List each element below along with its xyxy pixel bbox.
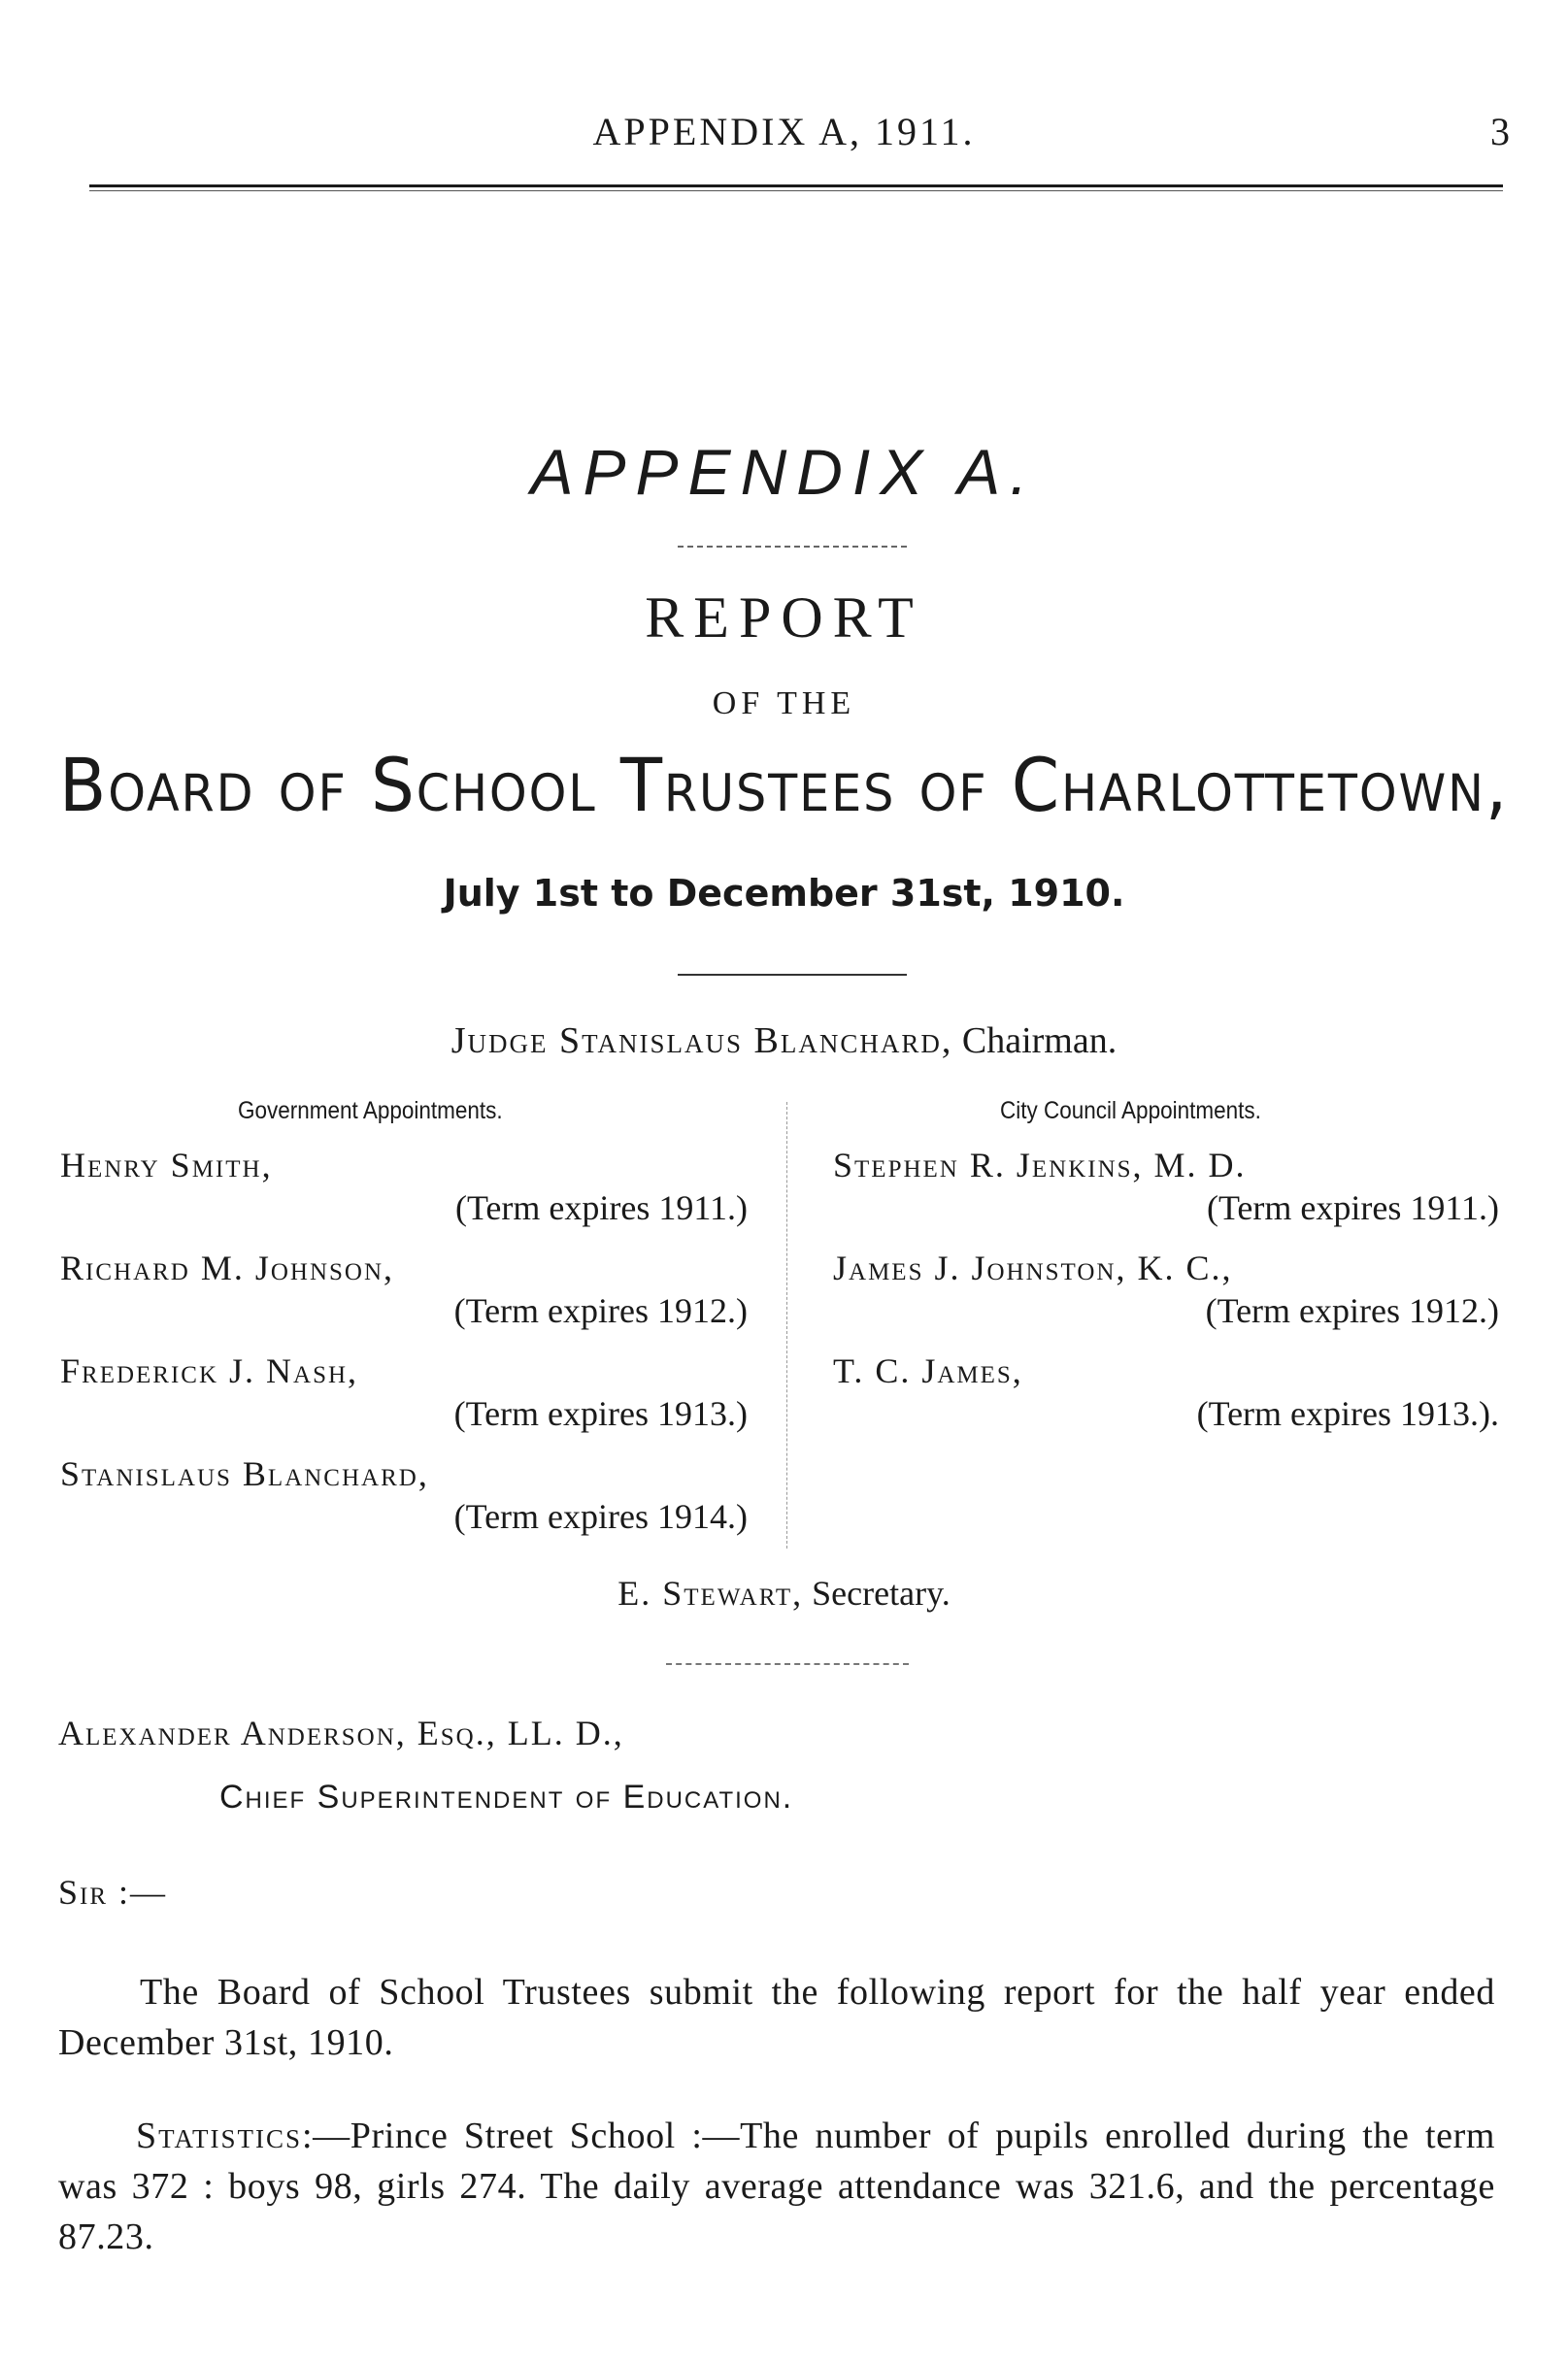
government-member — [60, 1350, 748, 1435]
divider-rule — [666, 1663, 909, 1665]
running-title: APPENDIX A, 1911. — [592, 110, 976, 153]
government-member — [60, 1247, 748, 1332]
member-name: Frederick J. Nash, — [60, 1351, 359, 1390]
secretary-role: Secretary. — [812, 1574, 951, 1613]
government-appointments-heading: Government Appointments. — [238, 1097, 503, 1124]
member-name: Stephen R. Jenkins, M. D. — [833, 1146, 1247, 1184]
member-name: T. C. James, — [833, 1351, 1023, 1390]
member-term: (Term expires 1913.) — [453, 1394, 748, 1433]
city-council-appointments-heading: City Council Appointments. — [1000, 1097, 1261, 1124]
header-rule — [89, 184, 1503, 191]
report-period: July 1st to December 31st, 1910. — [443, 872, 1125, 915]
member-name: Richard M. Johnson, — [60, 1249, 395, 1287]
member-name: James J. Johnston, K. C., — [833, 1249, 1233, 1287]
appendix-heading: APPENDIX A. — [530, 436, 1038, 508]
body-paragraph — [58, 2111, 1495, 2262]
member-name: Stanislaus Blanchard, — [60, 1454, 429, 1493]
member-term: (Term expires 1912.) — [453, 1291, 748, 1330]
secretary-name: E. Stewart, — [617, 1574, 804, 1613]
secretary-line — [0, 1573, 1568, 1614]
board-heading: Board of School Trustees of Charlottetown, — [58, 742, 1510, 828]
government-member — [60, 1452, 748, 1538]
addressee-name: Alexander Anderson, Esq., LL. D., — [58, 1714, 624, 1752]
addressee-title: Chief Superintendent of Education. — [219, 1779, 794, 1816]
city-council-member — [833, 1144, 1499, 1229]
member-term: (Term expires 1911.) — [1206, 1188, 1499, 1227]
member-term: (Term expires 1914.) — [453, 1497, 748, 1536]
statistics-lead: Statistics — [136, 2116, 302, 2156]
member-name: Henry Smith, — [60, 1146, 273, 1184]
city-council-member — [833, 1247, 1499, 1332]
chairman-name: Judge Stanislaus Blanchard, — [450, 1020, 953, 1061]
body-paragraph: The Board of School Trustees submit the following report for the half year ended December 31st, 1910. — [58, 1972, 1495, 2063]
page-number: 3 — [1490, 110, 1510, 153]
divider-rule — [678, 974, 907, 976]
member-term: (Term expires 1912.) — [1205, 1291, 1499, 1330]
statistics-text: :—Prince Street School :—The number of pupils enrolled during the term was 372 : boys 98, girls 274. The daily average attendance was 321.6, and the percentage 87.23. — [58, 2116, 1495, 2257]
salutation: Sir :— — [58, 1873, 168, 1912]
report-heading: REPORT — [645, 585, 923, 650]
chairman-role: Chairman. — [961, 1020, 1118, 1061]
member-term: (Term expires 1911.) — [454, 1188, 748, 1227]
government-member — [60, 1144, 748, 1229]
city-council-member — [833, 1350, 1499, 1435]
column-divider — [786, 1102, 787, 1549]
chairman-line — [0, 1019, 1568, 1062]
of-the-text: OF THE — [712, 685, 856, 721]
member-term: (Term expires 1913.). — [1196, 1394, 1499, 1433]
divider-rule — [678, 546, 907, 548]
